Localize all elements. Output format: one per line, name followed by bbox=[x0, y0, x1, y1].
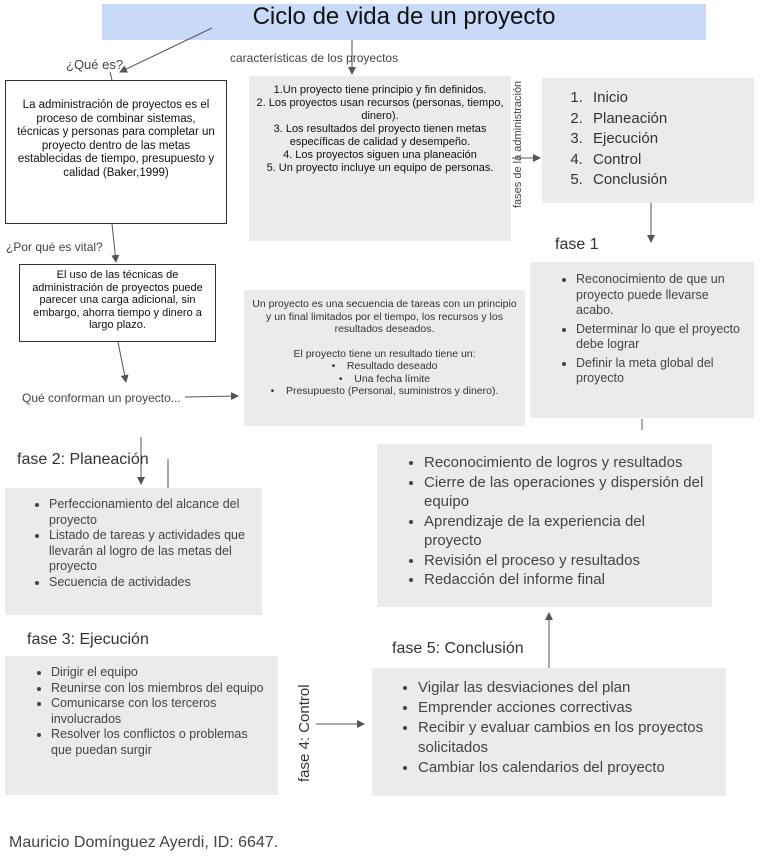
fase4-heading: fase 4: Control bbox=[296, 684, 313, 782]
fase2-item: • Listado de tareas y actividades que llevarán al logro de las metas del proyecto bbox=[49, 528, 254, 575]
footer-author: Mauricio Domínguez Ayerdi, ID: 6647. bbox=[9, 834, 279, 851]
fase1-heading: fase 1 bbox=[555, 236, 599, 253]
conforman-item: • Una fecha límite bbox=[338, 372, 431, 385]
fase4-box bbox=[372, 668, 726, 796]
definicion-box bbox=[5, 80, 227, 224]
fase5-item: • Redacción del informe final bbox=[424, 570, 704, 590]
conforman-intro: Un proyecto es una secuencia de tareas con un principio y un final limitados por el tiempo, los recursos y los resultados deseados. bbox=[252, 298, 517, 335]
fase2-item: • Perfeccionamiento del alcance del proyecto bbox=[49, 497, 254, 528]
conforman-box bbox=[244, 290, 525, 426]
fase1-list bbox=[530, 272, 748, 387]
conforman-subtitle: El proyecto tiene un resultado tiene un: bbox=[293, 347, 476, 360]
fase-list-item: 2. Planeación bbox=[587, 109, 754, 130]
fase4-item: • Emprender acciones correctivas bbox=[418, 698, 718, 718]
fase4-item: • Vigilar las desviaciones del plan bbox=[418, 678, 718, 698]
connector-definicion-vital bbox=[112, 224, 116, 262]
fase3-list bbox=[5, 665, 270, 758]
fase5-list bbox=[377, 453, 704, 590]
connector-title-que-es bbox=[120, 28, 212, 72]
fase5-item: • Reconocimiento de logros y resultados bbox=[424, 453, 704, 473]
caracteristica-item: 4. Los proyectos siguen una planeación bbox=[283, 149, 477, 161]
fase5-box bbox=[377, 444, 712, 607]
fase-list-item: 4. Control bbox=[587, 150, 754, 171]
fase1-item: • Reconocimiento de que un proyecto puede llevarse acabo. bbox=[576, 272, 748, 319]
fase2-heading: fase 2: Planeación bbox=[17, 451, 149, 468]
label-que-conforman: Qué conforman un proyecto... bbox=[22, 391, 181, 405]
fase4-list bbox=[372, 678, 718, 778]
page-title: Ciclo de vida de un proyecto bbox=[252, 3, 556, 30]
connector-vital-conforman bbox=[118, 342, 126, 382]
fase2-box bbox=[5, 488, 262, 615]
fase5-heading: fase 5: Conclusión bbox=[392, 640, 524, 657]
label-fases-administracion: fases de la administración bbox=[512, 80, 524, 208]
fase1-item: • Definir la meta global del proyecto bbox=[576, 356, 748, 387]
fase4-item: • Recibir y evaluar cambios en los proyectos solicitados bbox=[418, 718, 718, 758]
caracteristica-item: 2. Los proyectos usan recursos (personas, tiempo, dinero). bbox=[256, 97, 504, 122]
fase3-item: • Dirigir el equipo bbox=[51, 665, 270, 681]
fase4-item: • Cambiar los calendarios del proyecto bbox=[418, 758, 718, 778]
caracteristica-item: 1.Un proyecto tiene principio y fin definidos. bbox=[273, 84, 487, 96]
connector-conforman-box bbox=[185, 396, 238, 397]
caracteristica-item: 5. Un proyecto incluye un equipo de personas. bbox=[266, 162, 494, 174]
fase-list-item: 5. Conclusión bbox=[587, 170, 754, 191]
fase-list-item: 1. Inicio bbox=[587, 88, 754, 109]
fase1-box bbox=[530, 262, 754, 418]
caracteristicas-box bbox=[249, 76, 511, 241]
fase1-item: • Determinar lo que el proyecto debe lograr bbox=[576, 322, 748, 353]
fases-list bbox=[542, 88, 754, 191]
fase3-item: • Reunirse con los miembros del equipo bbox=[51, 681, 270, 697]
fase5-item: • Revisión el proceso y resultados bbox=[424, 551, 704, 571]
conforman-item: • Presupuesto (Personal, suministros y dinero). bbox=[270, 385, 499, 397]
fase3-box bbox=[5, 656, 278, 795]
fase2-list bbox=[5, 497, 254, 590]
connector-que-es-definicion bbox=[110, 72, 112, 80]
label-por-que-vital: ¿Por qué es vital? bbox=[6, 240, 103, 254]
vital-box bbox=[19, 264, 216, 342]
fase5-item: • Aprendizaje de la experiencia del proyecto bbox=[424, 512, 704, 551]
caracteristica-item: 3. Los resultados del proyecto tienen metas específicas de calidad y desempeño. bbox=[273, 123, 487, 148]
label-que-es: ¿Qué es? bbox=[66, 57, 124, 72]
fase2-item: • Secuencia de actividades bbox=[49, 575, 254, 591]
label-caracteristicas: características de los proyectos bbox=[230, 51, 399, 65]
fase3-item: • Comunicarse con los terceros involucrados bbox=[51, 696, 270, 727]
fase-list-item: 3. Ejecución bbox=[587, 129, 754, 150]
vital-text: El uso de las técnicas de administración de proyectos puede parecer una carga adicional, sin embargo, ahorra tiempo y dinero a largo plazo. bbox=[32, 269, 203, 331]
fases-list-box bbox=[542, 78, 754, 203]
fase5-item: • Cierre de las operaciones y dispersión del equipo bbox=[424, 473, 704, 512]
fase3-item: • Resolver los conflictos o problemas que puedan surgir bbox=[51, 727, 270, 758]
fase3-heading: fase 3: Ejecución bbox=[27, 631, 149, 648]
conforman-item: • Resultado deseado bbox=[331, 360, 438, 372]
definicion-text: La administración de proyectos es el proceso de combinar sistemas, técnicas y personas para completar un proyecto dentro de las metas establecidas de tiempo, presupuesto y calidad (Baker,1999) bbox=[17, 99, 215, 179]
